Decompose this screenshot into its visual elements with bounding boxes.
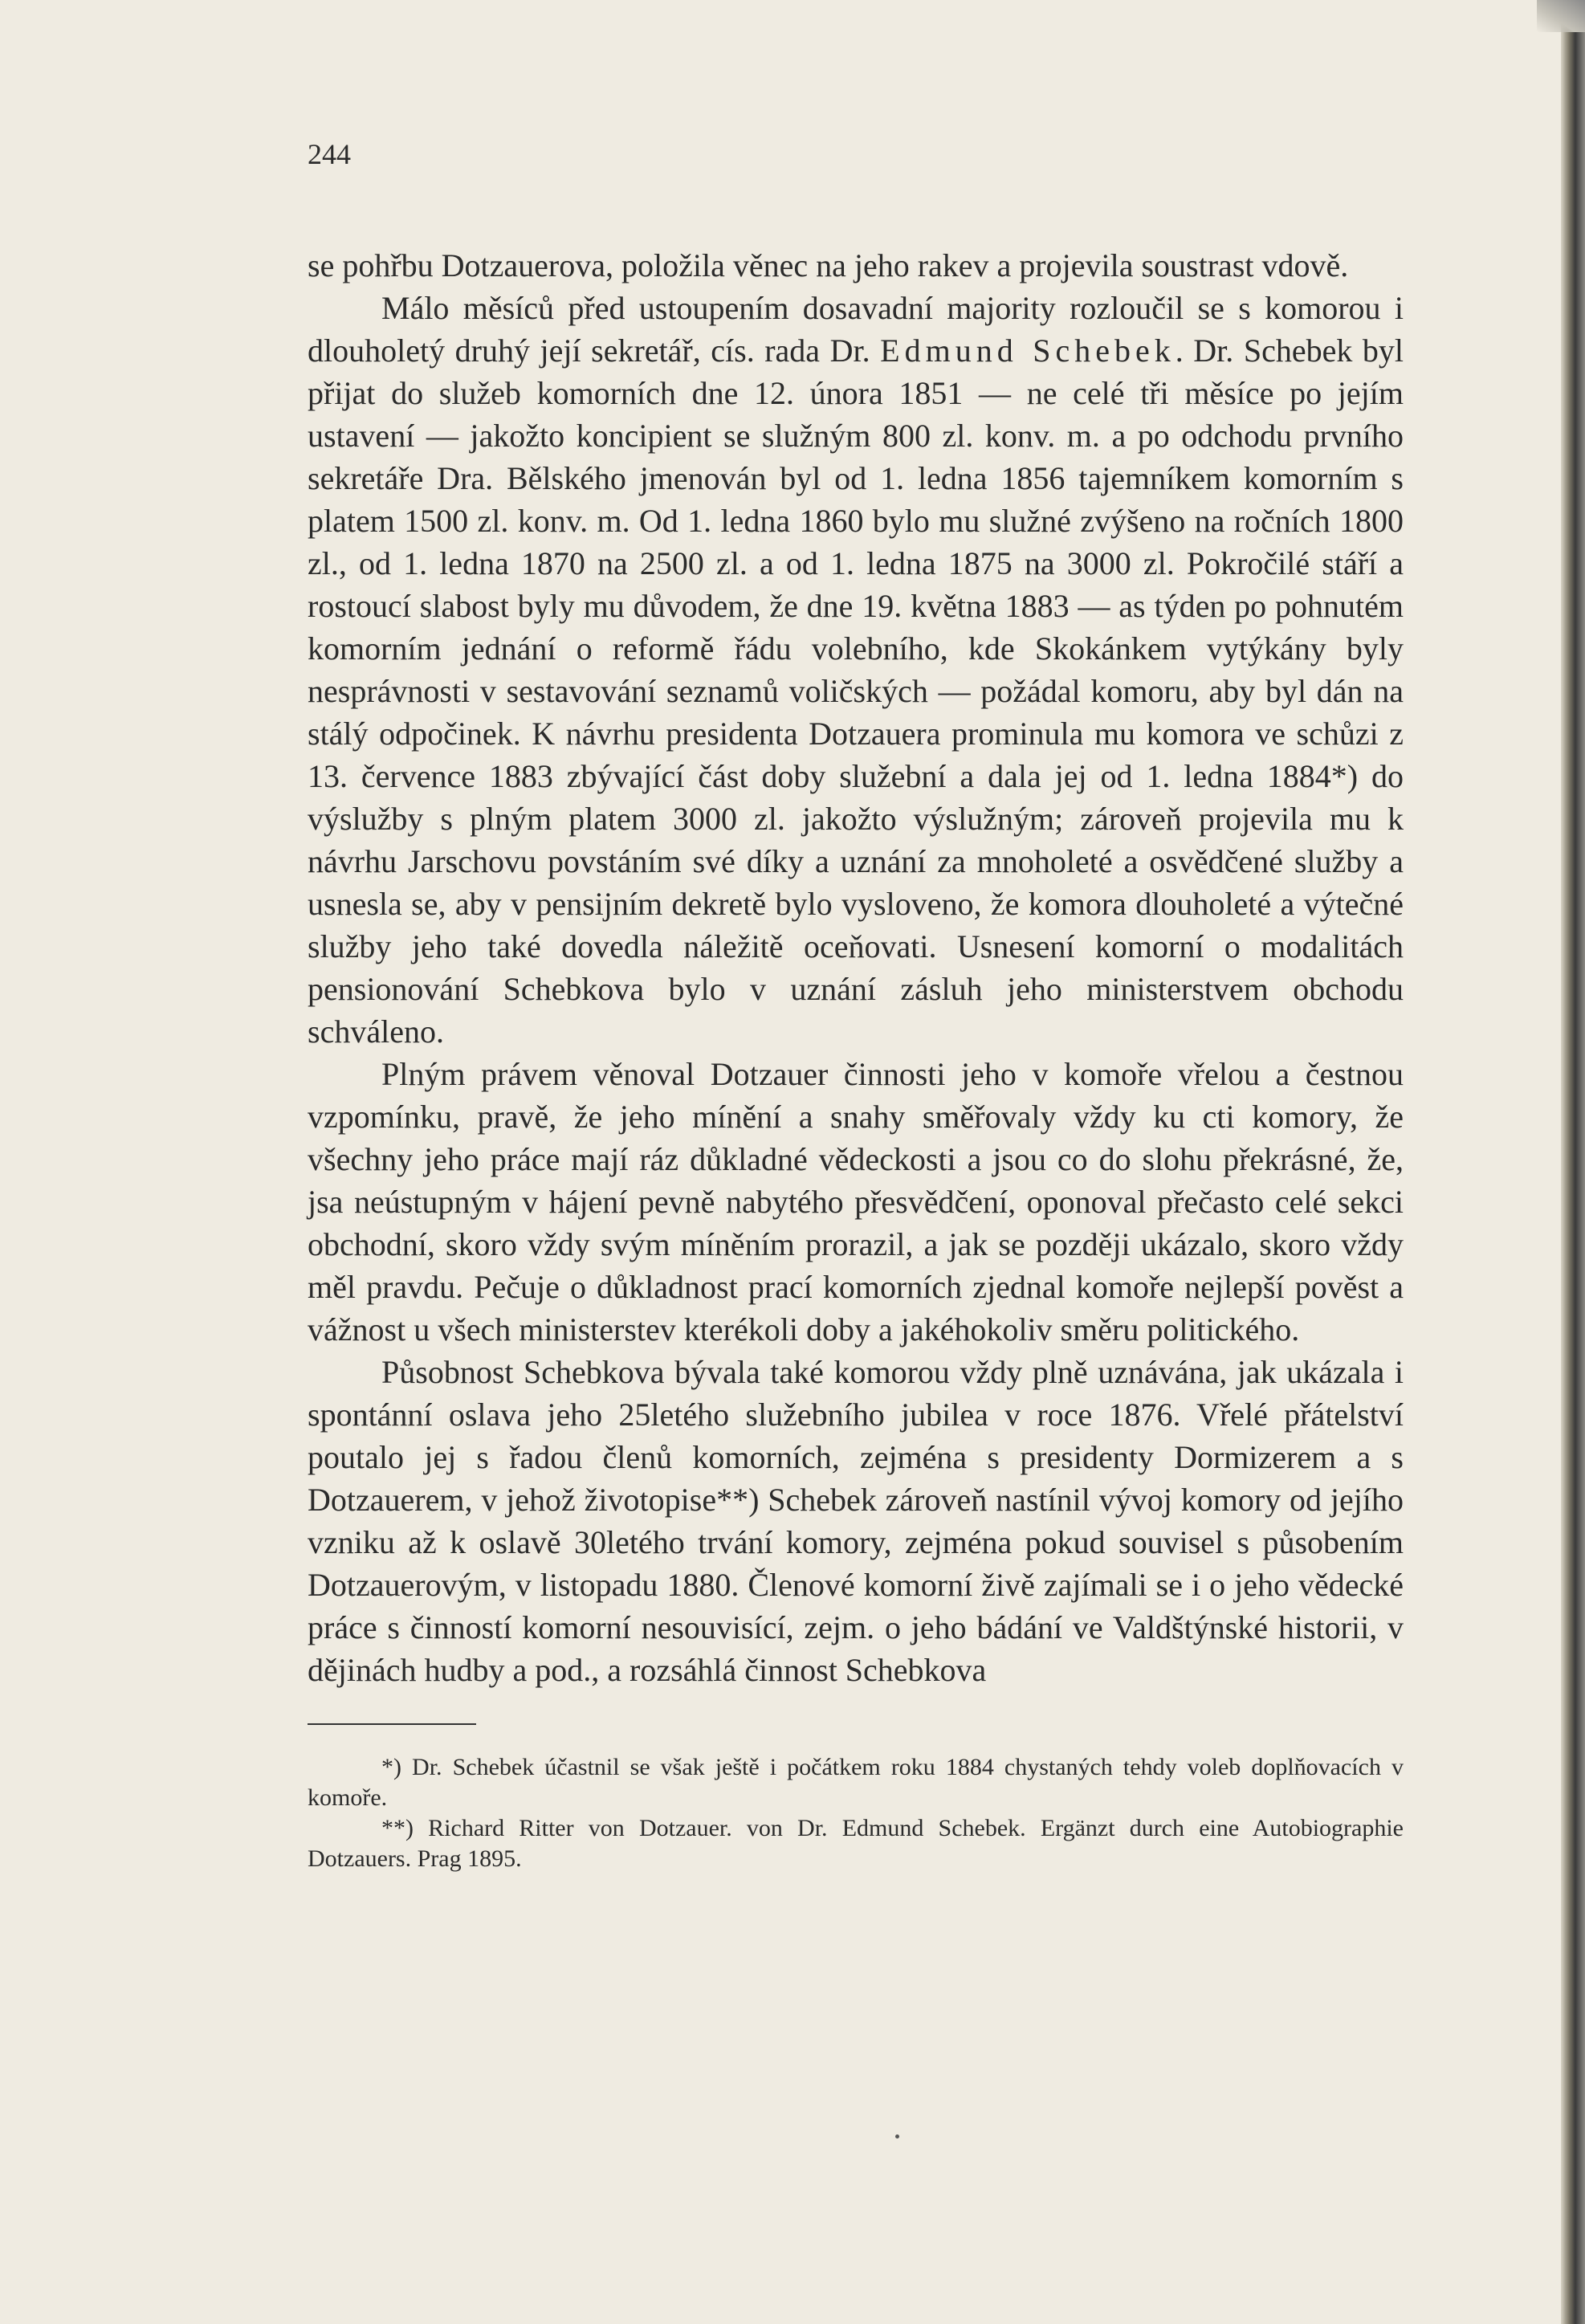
scan-speck [895, 2134, 899, 2138]
paragraph-text-before-name: Málo měsíců před ustoupením dosavadní majority rozloučil se s komorou i dlouholetý druhý její sekretář, cís. rada Dr. [308, 290, 1404, 369]
text-block [308, 137, 1404, 1874]
page-number: 244 [308, 138, 351, 170]
footnote-2: **) Richard Ritter von Dotzauer. von Dr. Edmund Schebek. Ergänzt durch eine Autobiographie Dotzauers. Prag 1895. [308, 1815, 1404, 1872]
footnote-divider [308, 1723, 476, 1725]
paragraph-text-after-name: . Dr. Schebek byl přijat do služeb komorních dne 12. února 1851 — ne celé tři měsíce po jejím ustavení — jakožto koncipient se služným 800 zl. konv. m. a po odchodu prvního sekretáře Dra. Bělského jmenován byl od 1. ledna 1856 tajemníkem komorním s platem 1500 zl. konv. m. Od 1. ledna 1860 bylo mu služné zvýšeno na ročních 1800 zl., od 1. ledna 1870 na 2500 zl. a od 1. ledna 1875 na 3000 zl. Pokročilé stáří a rostoucí slabost byly mu důvodem, že dne 19. května 1883 — as týden po pohnutém komorním jednání o reformě řádu volebního, kde Skokánkem vytýkány byly nesprávnosti v sestavování seznamů voličských — požádal komoru, aby byl dán na stálý odpočinek. K návrhu presidenta Dotzauera prominula mu komora ve schůzi z 13. července 1883 zbývající část doby služební a dala jej od 1. ledna 1884*) do výslužby s plným platem 3000 zl. jakožto výslužným; zároveň projevila mu k návrhu Jarschovu povstáním své díky a uznání za mnoholeté a osvědčené služby a usnesla se, aby v pensijním dekretě bylo vysloveno, že komora dlouholeté a výtečné služby jeho také dovedla náležitě oceňovati. Usnesení komorní o modalitách pensionování Schebkova bylo v uznání zásluh jeho ministerstvem obchodu schváleno. [308, 332, 1404, 1050]
paragraph-dotzauer-tribute: Plným právem věnoval Dotzauer činnosti jeho v komoře vřelou a čestnou vzpomínku, pravě, že jeho mínění a snahy směřovaly vždy ku cti komory, že všechny jeho práce mají ráz důkladné vědeckosti a jsou co do slohu překrásné, že, jsa neústupným v hájení pevně nabytého přesvědčení, oponoval přečasto celé sekci obchodní, skoro vždy svým míněním prorazil, a jak se později ukázalo, skoro vždy měl pravdu. Pečuje o důkladnost prací komorních zjednal komoře nejlepší pověst a vážnost u všech ministerstev kterékoli doby a jakéhokoliv směru politického. [308, 1056, 1404, 1348]
scan-corner-shadow [1537, 0, 1585, 32]
paragraph-schebek-retirement [308, 287, 1404, 1053]
paragraph-schebek-recognition: Působnost Schebkova bývala také komorou vždy plně uznávána, jak ukázala i spontánní oslava jeho 25letého služebního jubilea v roce 1876. Vřelé přátelství poutalo jej s řadou členů komorních, zejména s presidenty Dormizerem a s Dotzauerem, v jehož životopise**) Schebek zároveň nastínil vývoj komory od jejího vzniku až k oslavě 30letého trvání komory, zejména pokud souvisel s působením Dotzauerovým, v listopadu 1880. Členové komorní živě zajímali se i o jeho vědecké práce s činností komorní nesouvisící, zejm. o jeho bádání ve Valdštýnské historii, v dějinách hudby a pod., a rozsáhlá činnost Schebkova [308, 1354, 1404, 1688]
emphasized-name: Edmund Schebek [880, 332, 1176, 369]
paragraph-continuation: se pohřbu Dotzauerova, položila věnec na jeho rakev a projevila soustrast vdově. [308, 247, 1349, 283]
footnote-1: *) Dr. Schebek účastnil se však ještě i počátkem roku 1884 chystaných tehdy voleb doplňovacích v komoře. [308, 1754, 1404, 1811]
scan-binding-edge [1561, 0, 1585, 2324]
